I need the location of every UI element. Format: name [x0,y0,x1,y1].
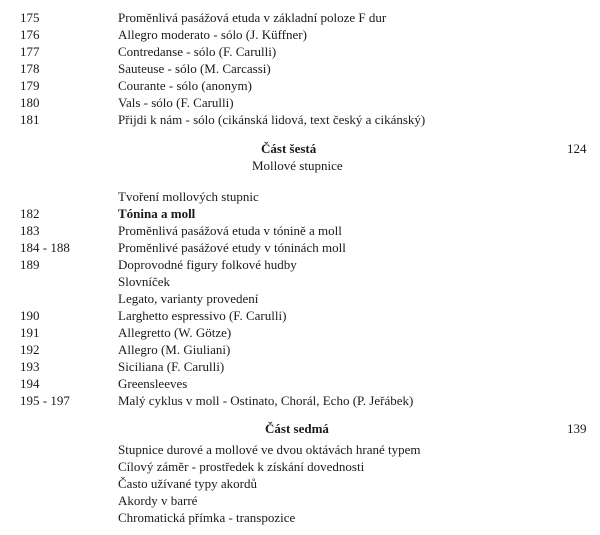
toc-row [0,393,600,409]
toc-title: Cílový záměr - prostředek k získání dovednosti [118,459,365,474]
toc-number: 183 [20,223,40,238]
toc-row [0,44,600,60]
toc-number: 195 - 197 [20,393,70,408]
toc-row [0,257,600,273]
toc-row [0,459,600,475]
toc-title: Legato, varianty provedení [118,291,259,306]
toc-title: Doprovodné figury folkové hudby [118,257,297,272]
toc-number: 180 [20,95,40,110]
toc-title: Sauteuse - sólo (M. Carcassi) [118,61,271,76]
toc-number: 193 [20,359,40,374]
toc-title: Stupnice durové a mollové ve dvou oktávách hrané typem [118,442,421,457]
toc-title: Slovníček [118,274,170,289]
toc-number: 176 [20,27,40,42]
toc-title: Proměnlivá pasážová etuda v tónině a moll [118,223,342,238]
section-title: Část sedmá [265,421,329,436]
section-page-number: 124 [567,141,587,156]
toc-row [0,442,600,458]
toc-row [0,10,600,26]
section-subtitle: Mollové stupnice [252,158,343,173]
toc-number: 179 [20,78,40,93]
toc-number: 181 [20,112,40,127]
toc-title: Allegro moderato - sólo (J. Küffner) [118,27,307,42]
toc-title: Courante - sólo (anonym) [118,78,252,93]
toc-row [0,308,600,324]
toc-number: 184 - 188 [20,240,70,255]
toc-row [0,27,600,43]
toc-title: Allegretto (W. Götze) [118,325,232,340]
toc-number: 175 [20,10,40,25]
toc-row [0,342,600,358]
toc-title: Přijdi k nám - sólo (cikánská lidová, text český a cikánský) [118,112,426,127]
toc-row [0,493,600,509]
toc-row [0,189,600,205]
toc-title: Často užívané typy akordů [118,476,257,491]
toc-title: Larghetto espressivo (F. Carulli) [118,308,287,323]
toc-title: Chromatická přímka - transpozice [118,510,296,525]
toc-row [0,291,600,307]
toc-number: 190 [20,308,40,323]
toc-title: Malý cyklus v moll - Ostinato, Chorál, Echo (P. Jeřábek) [118,393,414,408]
section-subtitle-row [0,158,600,174]
toc-title: Akordy v barré [118,493,198,508]
toc-row [0,359,600,375]
toc-row [0,274,600,290]
toc-title: Vals - sólo (F. Carulli) [118,95,234,110]
toc-number: 178 [20,61,40,76]
toc-title: Proměnlivé pasážové etudy v tóninách moll [118,240,346,255]
toc-number: 191 [20,325,40,340]
toc-row [0,510,600,526]
toc-row [0,376,600,392]
toc-row [0,240,600,256]
section-page-number: 139 [567,421,587,436]
toc-row [0,325,600,341]
toc-title: Allegro (M. Giuliani) [118,342,231,357]
toc-number: 182 [20,206,40,221]
section-heading [0,421,600,437]
toc-row [0,476,600,492]
toc-title: Tvoření mollových stupnic [118,189,259,204]
toc-row [0,206,600,222]
toc-title: Contredanse - sólo (F. Carulli) [118,44,277,59]
toc-row [0,112,600,128]
toc-title: Proměnlivá pasážová etuda v základní poloze F dur [118,10,387,25]
toc-row [0,95,600,111]
section-heading [0,141,600,157]
toc-row [0,223,600,239]
section-title: Část šestá [261,141,317,156]
toc-number: 177 [20,44,40,59]
toc-title: Tónina a moll [118,206,196,221]
toc-number: 192 [20,342,40,357]
toc-row [0,78,600,94]
toc-title: Greensleeves [118,376,188,391]
toc-number: 194 [20,376,40,391]
toc-number: 189 [20,257,40,272]
toc-title: Siciliana (F. Carulli) [118,359,225,374]
toc-row [0,61,600,77]
